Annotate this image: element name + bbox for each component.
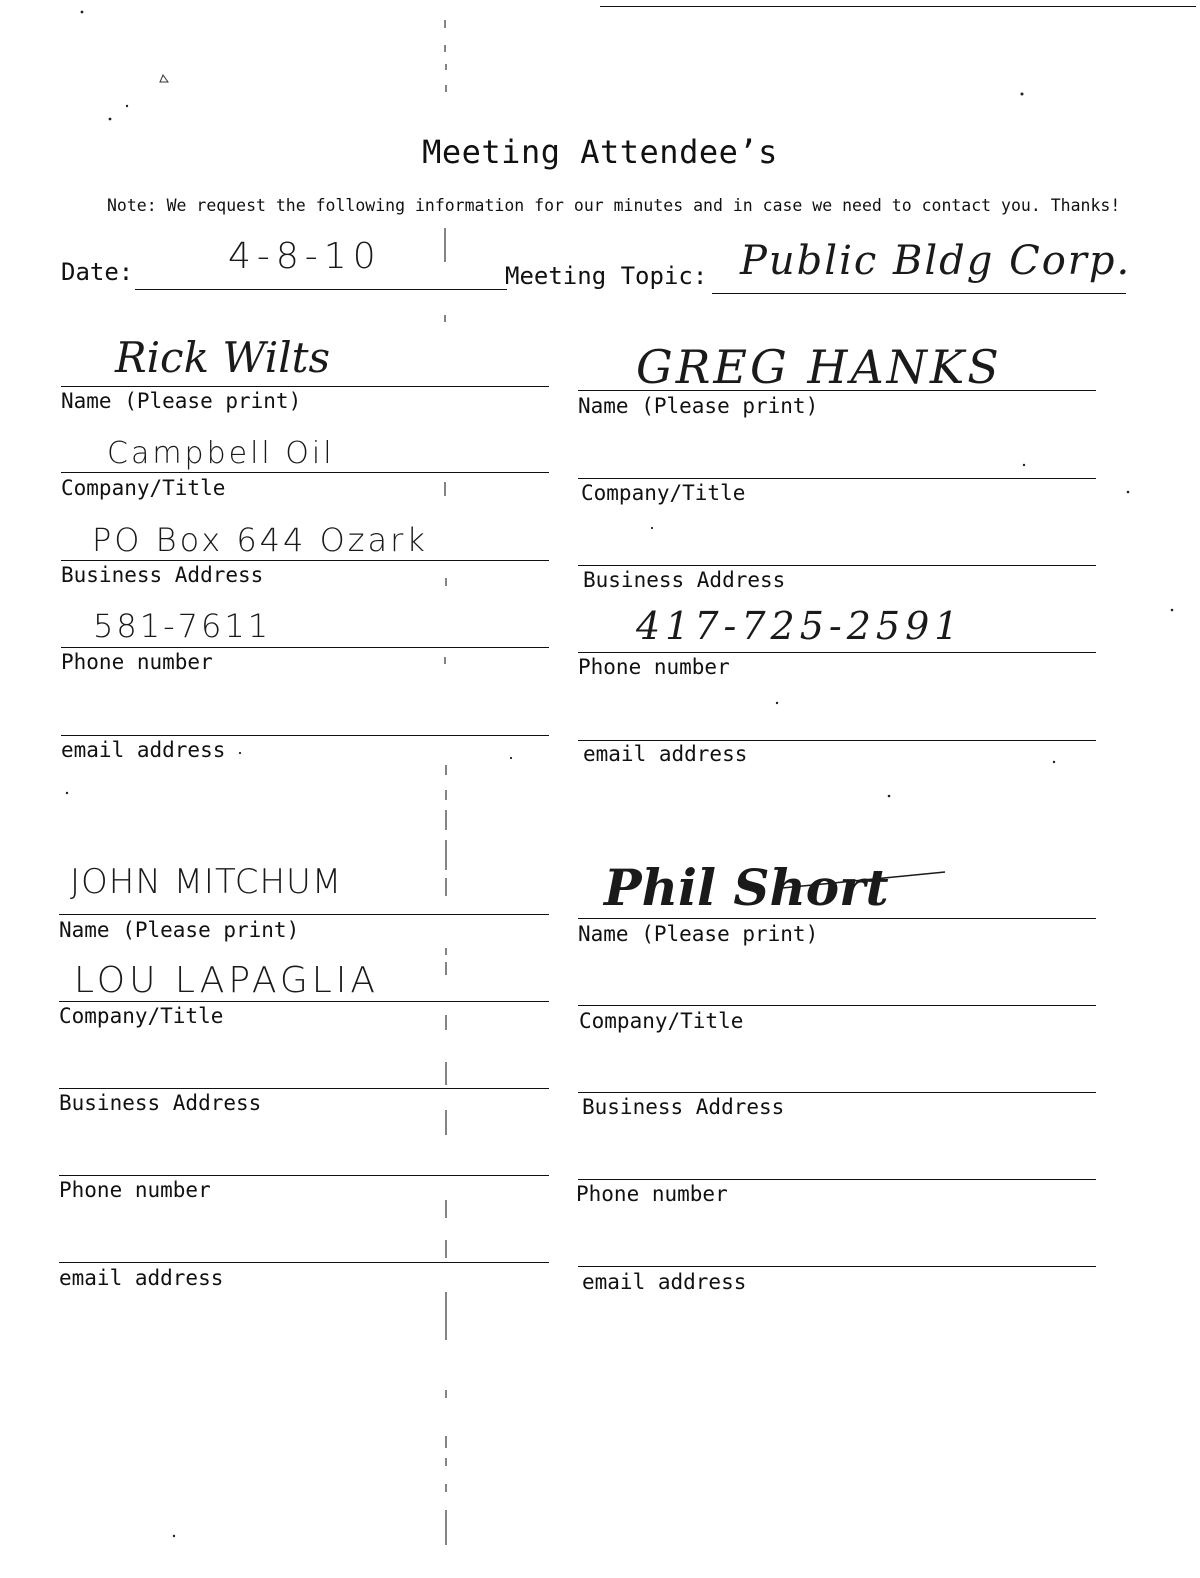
- form-title: Meeting Attendee’s: [422, 133, 778, 171]
- phone-label: Phone number: [59, 1178, 211, 1202]
- email-label: email address: [583, 742, 748, 766]
- email-label: email address: [59, 1266, 224, 1290]
- phone-label: Phone number: [61, 650, 213, 674]
- date-value[interactable]: 4-8-10: [228, 236, 382, 277]
- topic-value[interactable]: Public Bldg Corp.: [740, 238, 1132, 284]
- attendee-4-name[interactable]: Phil Short: [604, 858, 889, 917]
- email-label: email address: [582, 1270, 747, 1294]
- attendee-1-phone[interactable]: 581-7611: [93, 607, 272, 645]
- attendee-1-name[interactable]: Rick Wilts: [115, 333, 331, 382]
- topic-label: Meeting Topic:: [505, 262, 708, 290]
- email-label: email address: [61, 738, 226, 762]
- name-label: Name (Please print): [59, 918, 300, 942]
- form-note: Note: We request the following information for our minutes and in case we need to contact you. Thanks!: [107, 196, 1121, 215]
- company-label: Company/Title: [61, 476, 226, 500]
- address-label: Business Address: [61, 563, 264, 587]
- attendee-1-address[interactable]: PO Box 644 Ozark: [92, 521, 428, 559]
- date-label: Date:: [61, 258, 134, 286]
- attendee-2-name[interactable]: GREG HANKS: [636, 340, 1002, 394]
- phone-label: Phone number: [576, 1182, 728, 1206]
- company-label: Company/Title: [581, 481, 746, 505]
- phone-label: Phone number: [578, 655, 730, 679]
- address-label: Business Address: [59, 1091, 262, 1115]
- company-label: Company/Title: [579, 1009, 744, 1033]
- address-label: Business Address: [582, 1095, 785, 1119]
- attendee-3-company[interactable]: LOU LAPAGLIA: [74, 960, 380, 1001]
- attendee-1-company[interactable]: Campbell Oil: [107, 436, 335, 471]
- name-label: Name (Please print): [61, 389, 302, 413]
- attendee-3-name[interactable]: JOHN MITCHUM: [70, 862, 343, 902]
- address-label: Business Address: [583, 568, 786, 592]
- company-label: Company/Title: [59, 1004, 224, 1028]
- name-label: Name (Please print): [578, 922, 819, 946]
- attendee-2-phone[interactable]: 417-725-2591: [636, 604, 964, 648]
- name-label: Name (Please print): [578, 394, 819, 418]
